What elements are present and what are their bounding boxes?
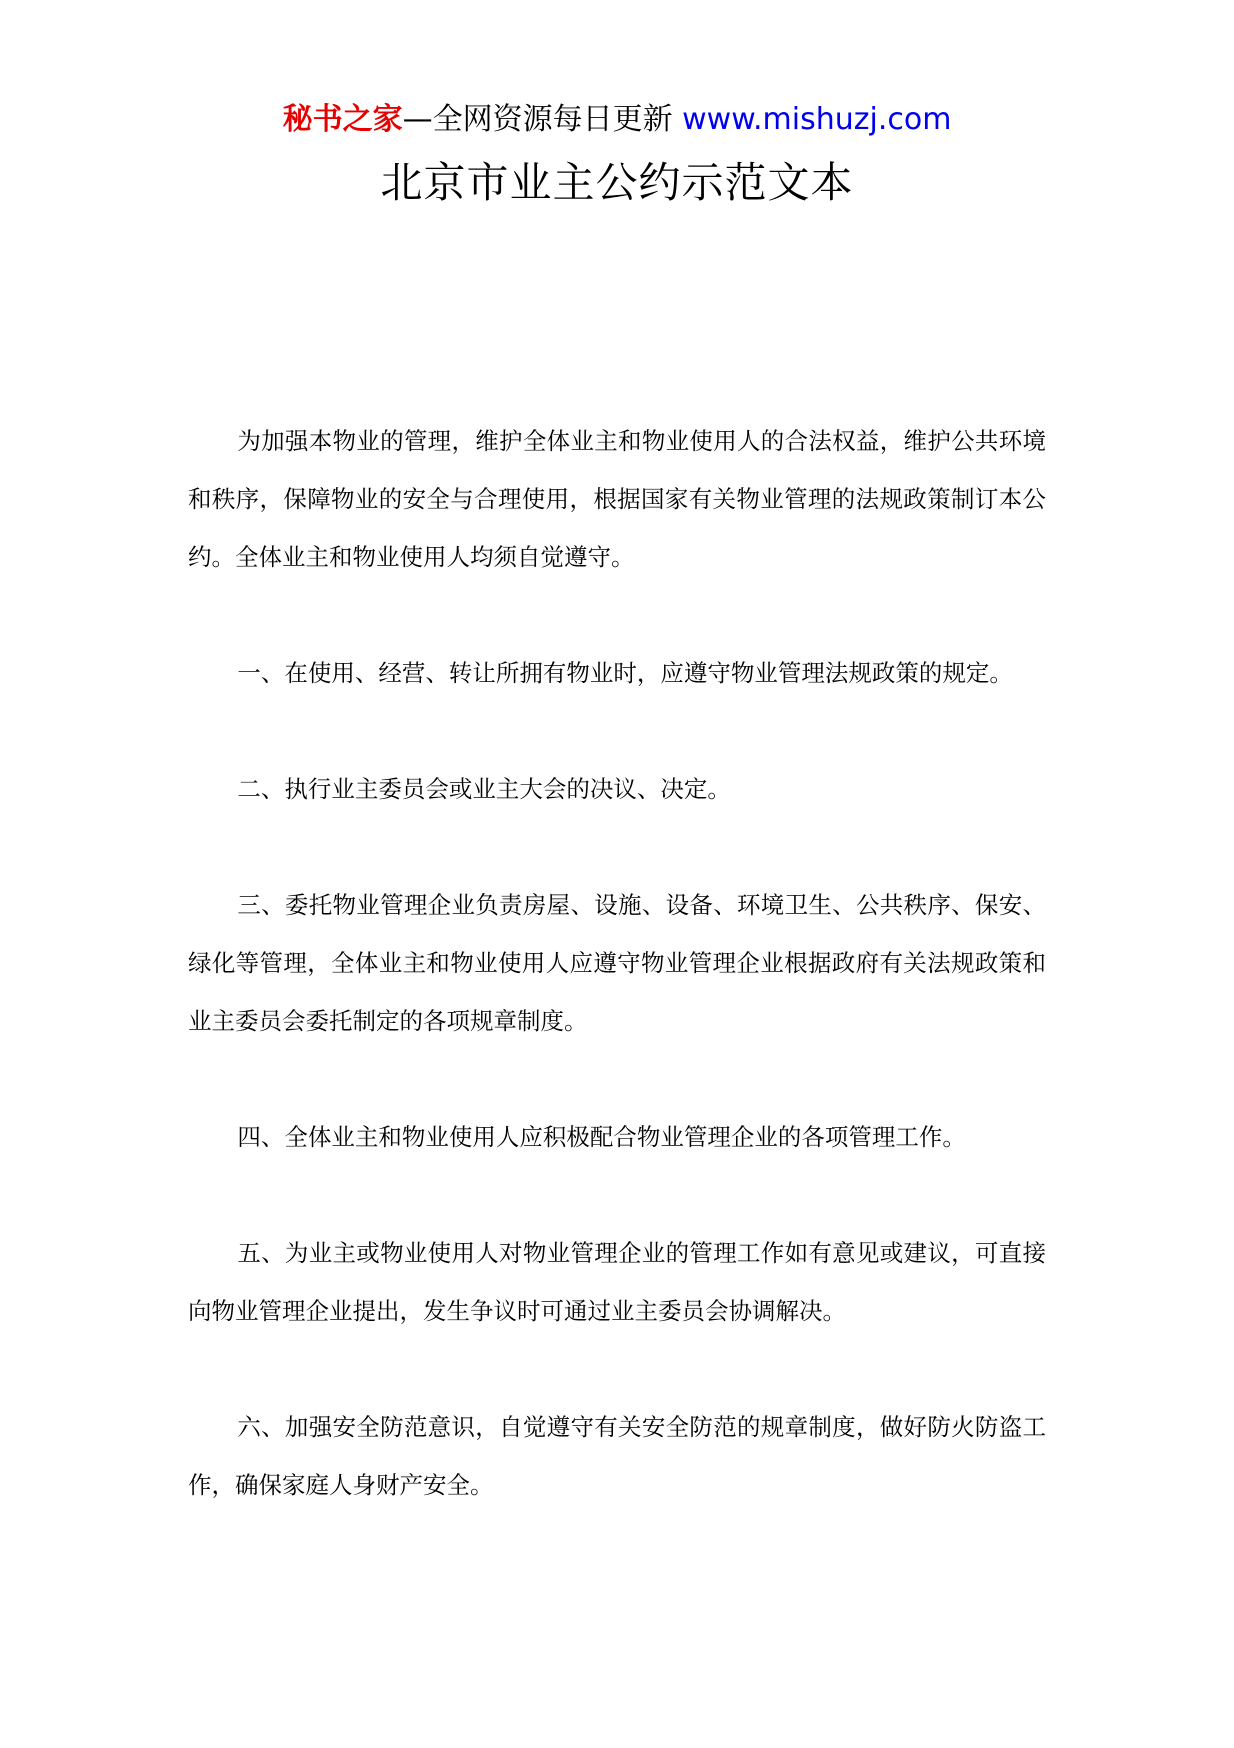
site-tagline: —全网资源每日更新 — [402, 102, 673, 137]
site-url-link[interactable]: www.mishuzj.com — [682, 102, 952, 137]
document-body — [188, 412, 1046, 1572]
paragraph-clause-3: 三、委托物业管理企业负责房屋、设施、设备、环境卫生、公共秩序、保安、绿化等管理，全体业主和物业使用人应遵守物业管理企业根据政府有关法规政策和业主委员会委托制定的各项规章制度。 — [188, 891, 1046, 1035]
paragraph-clause-2: 二、执行业主委员会或业主大会的决议、决定。 — [237, 775, 731, 803]
paragraph-clause-4: 四、全体业主和物业使用人应积极配合物业管理企业的各项管理工作。 — [237, 1123, 966, 1151]
paragraph-intro: 为加强本物业的管理，维护全体业主和物业使用人的合法权益，维护公共环境和秩序，保障物业的安全与合理使用，根据国家有关物业管理的法规政策制订本公约。全体业主和物业使用人均须自觉遵守。 — [188, 427, 1046, 571]
paragraph-clause-6: 六、加强安全防范意识，自觉遵守有关安全防范的规章制度，做好防火防盗工作，确保家庭人身财产安全。 — [188, 1413, 1046, 1499]
paragraph-clause-1: 一、在使用、经营、转让所拥有物业时，应遵守物业管理法规政策的规定。 — [237, 659, 1013, 687]
site-header — [0, 100, 1234, 140]
document-title: 北京市业主公约示范文本 — [380, 158, 854, 207]
site-brand: 秘书之家 — [282, 102, 403, 137]
paragraph-clause-5: 五、为业主或物业使用人对物业管理企业的管理工作如有意见或建议，可直接向物业管理企业提出，发生争议时可通过业主委员会协调解决。 — [188, 1239, 1046, 1325]
